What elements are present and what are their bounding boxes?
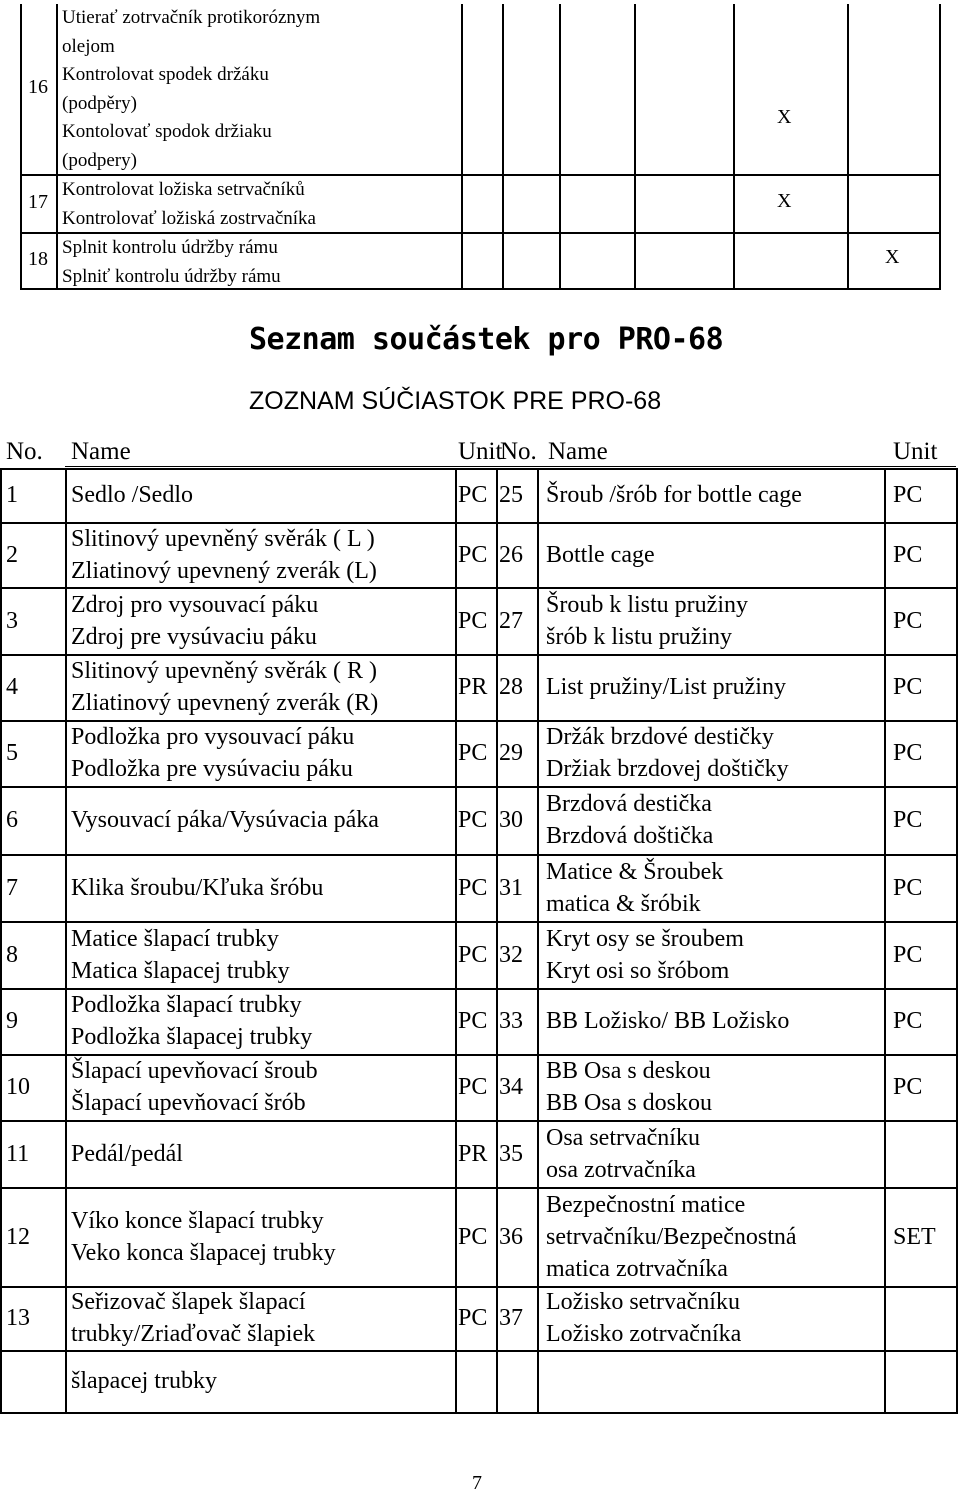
part-number: 10 bbox=[6, 1074, 30, 1100]
part-unit: PC bbox=[458, 874, 488, 901]
part-unit: PR bbox=[458, 674, 488, 700]
header-name: Name bbox=[71, 438, 131, 465]
parts-col-line bbox=[496, 468, 498, 1412]
header-unit: Unit bbox=[458, 438, 503, 465]
part-number-2: 37 bbox=[499, 1305, 523, 1331]
part-name-2: Matice & Šroubek bbox=[546, 858, 724, 885]
maint-row-description: Splniť kontrolu údržby rámu bbox=[62, 265, 281, 287]
part-name-2: matica zotrvačníka bbox=[546, 1255, 728, 1282]
part-unit: PC bbox=[458, 941, 488, 968]
maint-row-description: Kontolovať spodok držiaku bbox=[62, 121, 272, 143]
part-name-2: šrób k listu pružiny bbox=[546, 623, 732, 650]
part-name-2: Ložisko setrvačníku bbox=[546, 1289, 740, 1315]
maint-check-mark: X bbox=[777, 190, 792, 212]
part-name-2: Kryt osi so šróbom bbox=[546, 957, 730, 984]
header-no: No. bbox=[6, 438, 43, 465]
maint-row-description: Splnit kontrolu údržby rámu bbox=[62, 237, 278, 258]
part-name-2: Držiak brzdovej doštičky bbox=[546, 756, 789, 782]
part-number-2: 26 bbox=[499, 541, 523, 568]
part-name-2: List pružiny/List pružiny bbox=[546, 674, 786, 700]
header-name-2: Name bbox=[548, 438, 608, 465]
part-unit: PC bbox=[458, 740, 488, 766]
parts-col-line bbox=[0, 468, 2, 1412]
part-name: Zdroj pro vysouvací páku bbox=[71, 591, 319, 618]
part-unit-2: PC bbox=[893, 1074, 923, 1100]
part-name-2: Ložisko zotrvačníka bbox=[546, 1321, 742, 1347]
part-name: Zliatinový upevnený zverák (R) bbox=[71, 690, 379, 716]
part-name: Zdroj pre vysúvaciu páku bbox=[71, 623, 317, 650]
parts-row-line bbox=[0, 1412, 958, 1414]
part-number-2: 32 bbox=[499, 941, 523, 968]
maint-row-description: (podpery) bbox=[62, 150, 137, 171]
part-unit: PC bbox=[458, 1074, 488, 1100]
part-name-2: Šroub k listu pružiny bbox=[546, 591, 748, 618]
part-number-2: 30 bbox=[499, 807, 523, 833]
part-name-2: osa zotrvačníka bbox=[546, 1156, 696, 1183]
part-number: 8 bbox=[6, 941, 18, 968]
part-unit: PC bbox=[458, 1008, 488, 1034]
header-no-2: No. bbox=[500, 438, 537, 465]
part-unit: PC bbox=[458, 541, 488, 568]
part-name-2: BB Osa s deskou bbox=[546, 1058, 711, 1084]
maint-row-number: 16 bbox=[28, 76, 48, 98]
part-unit: PC bbox=[458, 607, 488, 634]
part-unit-2: PC bbox=[893, 1008, 923, 1034]
maint-col-line bbox=[634, 4, 636, 290]
part-unit-2: PC bbox=[893, 541, 923, 568]
part-unit: PC bbox=[458, 1223, 488, 1250]
maint-row-description: Utierať zotrvačník protikoróznym bbox=[62, 7, 321, 28]
maint-check-mark: X bbox=[885, 246, 900, 268]
part-number-2: 36 bbox=[499, 1223, 523, 1250]
maint-col-line bbox=[559, 4, 561, 290]
part-number-2: 34 bbox=[499, 1074, 523, 1100]
part-name: Zliatinový upevnený zverák (L) bbox=[71, 557, 377, 584]
part-name: Vysouvací páka/Vysúvacia páka bbox=[71, 807, 379, 833]
parts-col-line bbox=[537, 468, 539, 1412]
part-name: Podložka pre vysúvaciu páku bbox=[71, 756, 353, 782]
part-name: Pedál/pedál bbox=[71, 1140, 183, 1167]
parts-col-line bbox=[956, 468, 958, 1412]
part-unit: PC bbox=[458, 1305, 488, 1331]
part-name-2: Brzdová doštička bbox=[546, 823, 714, 849]
part-number: 2 bbox=[6, 541, 18, 568]
part-number: 13 bbox=[6, 1305, 30, 1331]
part-name-2: Brzdová destička bbox=[546, 791, 712, 817]
part-unit-2: PC bbox=[893, 482, 923, 508]
part-number-2: 25 bbox=[499, 482, 523, 508]
part-number: 4 bbox=[6, 674, 18, 700]
maint-col-line bbox=[56, 4, 58, 290]
part-number: 9 bbox=[6, 1008, 18, 1034]
maint-row-description: olejom bbox=[62, 35, 115, 57]
part-name-2: Kryt osy se šroubem bbox=[546, 925, 744, 952]
parts-col-line bbox=[884, 468, 886, 1412]
part-name: Šlapací upevňovací šroub bbox=[71, 1058, 318, 1084]
maint-col-line bbox=[502, 4, 504, 290]
parts-row-line bbox=[0, 468, 958, 470]
part-unit-2: PC bbox=[893, 740, 923, 766]
part-number-2: 31 bbox=[499, 874, 523, 901]
parts-header-rule bbox=[65, 466, 956, 467]
maint-col-line bbox=[939, 4, 941, 290]
part-name: trubky/Zriaďovač šlapiek bbox=[71, 1321, 316, 1347]
part-name: Víko konce šlapací trubky bbox=[71, 1207, 324, 1234]
part-name: Veko konca šlapacej trubky bbox=[71, 1239, 336, 1266]
maint-row-number: 17 bbox=[28, 191, 48, 213]
part-name-2: Osa setrvačníku bbox=[546, 1124, 700, 1151]
part-number-2: 29 bbox=[499, 740, 523, 766]
maintenance-table bbox=[20, 4, 941, 290]
parts-row-line bbox=[0, 1187, 958, 1189]
maint-col-line bbox=[847, 4, 849, 290]
parts-col-line bbox=[455, 468, 457, 1412]
part-name-2: matica & šróbik bbox=[546, 890, 701, 917]
part-name: Slitinový upevněný svěrák ( R ) bbox=[71, 658, 377, 684]
part-name: Podložka pro vysouvací páku bbox=[71, 724, 355, 750]
part-unit: PR bbox=[458, 1140, 488, 1167]
part-name-2: Bottle cage bbox=[546, 541, 655, 568]
part-name-2: Držák brzdové destičky bbox=[546, 724, 774, 750]
parts-row-line bbox=[0, 854, 958, 856]
part-number-2: 35 bbox=[499, 1140, 523, 1167]
part-number: 7 bbox=[6, 874, 18, 901]
part-number: 1 bbox=[6, 482, 18, 508]
maint-col-line bbox=[461, 4, 463, 290]
part-name: Šlapací upevňovací šrób bbox=[71, 1090, 306, 1116]
part-name-2: BB Osa s doskou bbox=[546, 1090, 713, 1116]
part-number: 6 bbox=[6, 807, 18, 833]
part-number-2: 33 bbox=[499, 1008, 523, 1034]
part-unit-2: PC bbox=[893, 941, 923, 968]
part-name-2: BB Ložisko/ BB Ložisko bbox=[546, 1008, 790, 1034]
part-name: šlapacej trubky bbox=[71, 1368, 217, 1394]
page-number: 7 bbox=[472, 1472, 482, 1494]
part-unit-2: PC bbox=[893, 607, 923, 634]
part-unit-2: PC bbox=[893, 674, 923, 700]
part-name: Sedlo /Sedlo bbox=[71, 482, 194, 508]
part-name: Podložka šlapacej trubky bbox=[71, 1024, 313, 1050]
part-unit: PC bbox=[458, 482, 488, 508]
maint-row-description: (podpěry) bbox=[62, 92, 137, 114]
part-name: Matica šlapacej trubky bbox=[71, 957, 290, 984]
parts-col-line bbox=[65, 468, 67, 1412]
maint-row-number: 18 bbox=[28, 248, 48, 270]
part-name: Klika šroubu/Kľuka šróbu bbox=[71, 874, 324, 901]
maint-check-mark: X bbox=[777, 106, 792, 128]
part-number: 12 bbox=[6, 1223, 30, 1250]
part-unit-2: PC bbox=[893, 807, 923, 833]
part-number: 3 bbox=[6, 607, 18, 634]
parts-list-title-cz: Seznam součástek pro PRO-68 bbox=[249, 322, 724, 357]
part-name-2: Bezpečnostní matice bbox=[546, 1191, 746, 1218]
parts-table bbox=[0, 432, 960, 1412]
parts-row-line bbox=[0, 1350, 958, 1352]
maint-col-line bbox=[733, 4, 735, 290]
part-unit: PC bbox=[458, 807, 488, 833]
part-number: 11 bbox=[6, 1140, 30, 1167]
part-name-2: Šroub /šrób for bottle cage bbox=[546, 482, 802, 508]
part-name: Slitinový upevněný svěrák ( L ) bbox=[71, 525, 375, 552]
part-number-2: 27 bbox=[499, 607, 523, 634]
part-number: 5 bbox=[6, 740, 18, 766]
part-unit-2: PC bbox=[893, 874, 923, 901]
parts-list-title-sk: ZOZNAM SÚČIASTOK PRE PRO-68 bbox=[249, 387, 662, 415]
part-name-2: setrvačníku/Bezpečnostná bbox=[546, 1223, 797, 1250]
part-name: Seřizovač šlapek šlapací bbox=[71, 1289, 306, 1315]
header-unit-2: Unit bbox=[893, 438, 938, 465]
part-number-2: 28 bbox=[499, 674, 523, 700]
part-name: Podložka šlapací trubky bbox=[71, 992, 302, 1018]
parts-row-line bbox=[0, 786, 958, 788]
parts-row-line bbox=[0, 1120, 958, 1122]
maint-row-description: Kontrolovat spodek držáku bbox=[62, 64, 269, 86]
maint-row-description: Kontrolovat ložiska setrvačníků bbox=[62, 179, 305, 200]
part-unit-2: SET bbox=[893, 1223, 936, 1250]
maint-row-description: Kontrolovať ložiská zostrvačníka bbox=[62, 207, 316, 229]
part-name: Matice šlapací trubky bbox=[71, 925, 279, 952]
